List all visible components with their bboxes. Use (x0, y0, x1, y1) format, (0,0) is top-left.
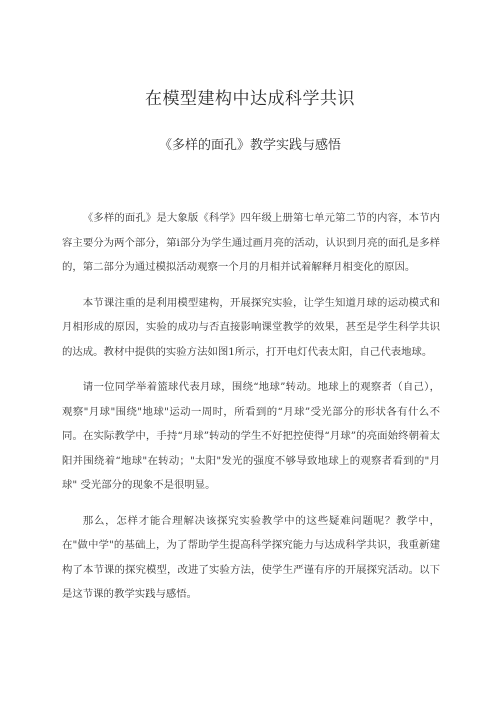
document-subtitle: 《多样的面孔》教学实践与感悟 (158, 138, 341, 153)
paragraph-4: 那么，怎样才能合理解决该探究实验教学中的这些疑难问题呢？教学中，在"做中学"的基础上，为了帮助学生提高科学探究能力与达成科学共识，我重新建构了本节课的探究模型，改进了实验方法，使学生严谨有序的开展探究活动。以下是这节课的教学实践与感悟。 (62, 514, 440, 600)
paragraph-3: 请一位同学举着篮球代表月球，围绕“地球”转动。地球上的观察者（自己），观察"月球"围绕"地球"运动一周时，所看到的“月球”受光部分的形状各有什么不同。在实际教学中，手持“月球”转动的学生不好把控使得“月球”的亮面始终朝着太阳并围绕着“地球"在转动；"太阳"发光的强度不够导致地球上的观察者看到的"月球" 受光部分的现象不是很明显。 (62, 381, 440, 491)
document-title: 在模型建构中达成科学共识 (145, 89, 355, 109)
paragraph-2: 本节课注重的是利用模型建构，开展探究实验，让学生知道月球的运动模式和月相形成的原因，实验的成功与否直接影响课堂教学的效果，甚至是学生科学共识的达成。教材中提供的实验方法如图1所示，打开电灯代表太阳，自己代表地球。 (62, 296, 440, 358)
paragraph-1: 《多样的面孔》是大象版《科学》四年级上册第七单元第二节的内容，本节内容主要分为两个部分，第i部分为学生通过画月亮的活动，认识到月亮的面孔是多样的，第二部分为通过模拟活动观察一个月的月相并试着解释月相变化的原因。 (62, 212, 440, 273)
document-body (62, 206, 440, 618)
